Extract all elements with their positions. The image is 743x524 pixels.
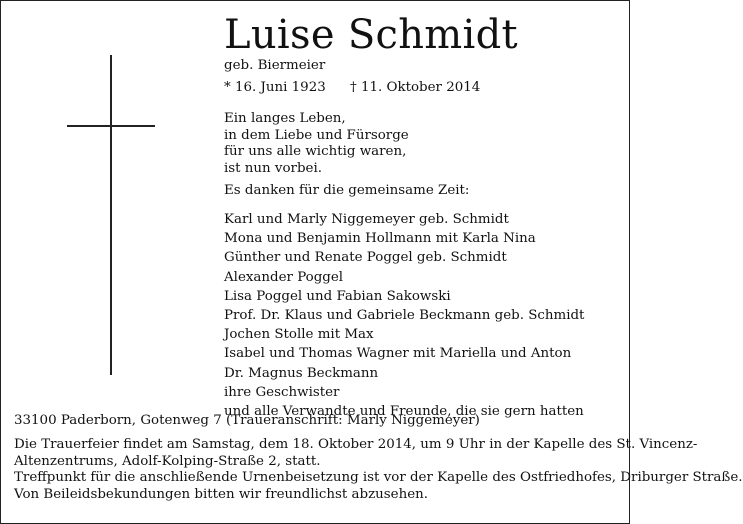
family-line: Mona und Benjamin Hollmann mit Karla Nina bbox=[224, 231, 536, 247]
service-line: Treffpunkt für die anschließende Urnenbeisetzung ist vor der Kapelle des Ostfriedhofes, Driburger Straße. bbox=[14, 470, 743, 486]
family-line: Prof. Dr. Klaus und Gabriele Beckmann geb. Schmidt bbox=[224, 308, 585, 324]
family-line: Lisa Poggel und Fabian Sakowski bbox=[224, 288, 451, 304]
family-line: ihre Geschwister bbox=[224, 384, 340, 400]
cross-icon-bar bbox=[67, 125, 155, 127]
family-line: Karl und Marly Niggemeyer geb. Schmidt bbox=[224, 212, 509, 227]
life-dates bbox=[224, 80, 480, 97]
family-line: Isabel und Thomas Wagner mit Mariella und Anton bbox=[224, 346, 572, 362]
deceased-name: Luise Schmidt bbox=[224, 12, 518, 58]
birth-date: * 16. Juni 1923 bbox=[224, 80, 326, 95]
family-line: Günther und Renate Poggel geb. Schmidt bbox=[224, 250, 507, 266]
service-line: Von Beileidsbekundungen bitten wir freundlichst abzusehen. bbox=[14, 486, 429, 502]
poem bbox=[224, 111, 409, 178]
poem-line: ist nun vorbei. bbox=[224, 161, 322, 177]
family-line: und alle Verwandte und Freunde, die sie gern hatten bbox=[224, 404, 584, 420]
service-line: Die Trauerfeier findet am Samstag, dem 18. Oktober 2014, um 9 Uhr in der Kapelle des St. Vincenz- bbox=[14, 437, 698, 452]
family-list bbox=[224, 210, 584, 421]
thanks-intro: Es danken für die gemeinsame Zeit: bbox=[224, 183, 470, 198]
birth-name: geb. Biermeier bbox=[224, 58, 326, 73]
service-line: Altenzentrums, Adolf-Kolping-Straße 2, statt. bbox=[14, 453, 321, 469]
poem-line: für uns alle wichtig waren, bbox=[224, 144, 407, 160]
mourning-address: 33100 Paderborn, Gotenweg 7 (Traueranschrift: Marly Niggemeyer) bbox=[14, 413, 480, 428]
poem-line: Ein langes Leben, bbox=[224, 111, 346, 126]
family-line: Alexander Poggel bbox=[224, 269, 344, 285]
family-line: Jochen Stolle mit Max bbox=[224, 327, 374, 343]
poem-line: in dem Liebe und Fürsorge bbox=[224, 127, 409, 143]
death-date: † 11. Oktober 2014 bbox=[350, 80, 481, 95]
service-info bbox=[14, 437, 743, 503]
family-line: Dr. Magnus Beckmann bbox=[224, 365, 379, 381]
cross-icon bbox=[110, 55, 112, 375]
